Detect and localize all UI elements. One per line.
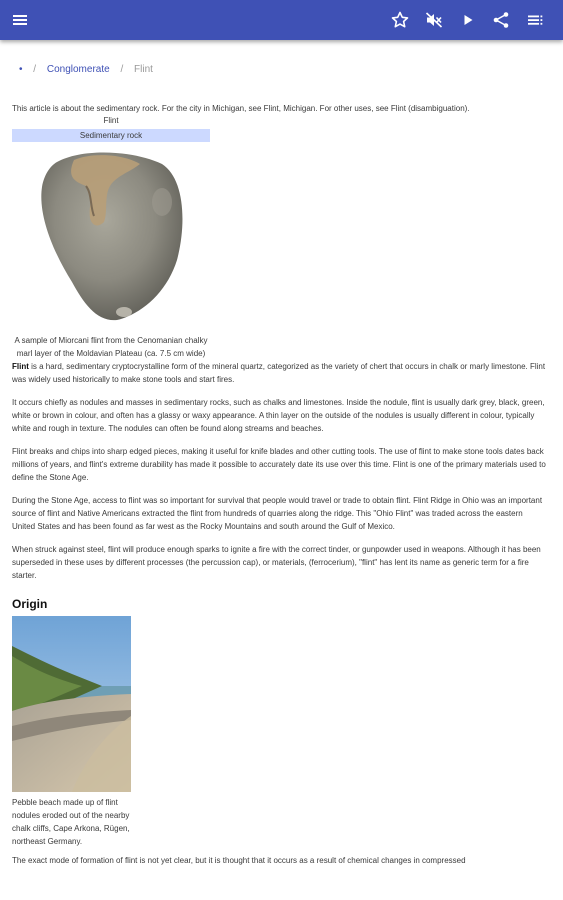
flint-rock-image: [12, 142, 210, 332]
star-icon[interactable]: [390, 10, 410, 30]
app-bar: [0, 0, 563, 40]
breadcrumb: [19, 64, 161, 75]
breadcrumb-conglomerate[interactable]: Conglomerate: [46, 64, 110, 75]
pebble-beach-image[interactable]: [12, 616, 131, 792]
breadcrumb-separator: /: [120, 64, 124, 75]
breadcrumb-separator: /: [33, 64, 37, 75]
infobox-caption: A sample of Miorcani flint from the Cenomanian chalky marl layer of the Moldavian Plateau (ca. 7.5 cm wide): [14, 336, 208, 358]
menu-icon[interactable]: [10, 10, 30, 30]
paragraph-occurrence: It occurs chiefly as nodules and masses in sedimentary rocks, such as chalks and limestones. Inside the nodule, flint is usually dark grey, black, green, white or brown in colour, and often has a glassy or waxy appearance. A thin layer on the outside of the nodules is usually different in colour, typically white and rough in texture. The nodules can often be found along streams and beaches.: [12, 398, 545, 433]
section-heading-origin: Origin: [12, 597, 48, 611]
mute-icon[interactable]: [424, 10, 444, 30]
paragraph-uses: Flint breaks and chips into sharp edged pieces, making it useful for knife blades and other cutting tools. The use of flint to make stone tools dates back millions of years, and flint's extreme durability has made it possible to accurately date its use over this time. Flint is one of the primary materials used to define the Stone Age.: [12, 447, 546, 482]
toc-icon[interactable]: [525, 10, 545, 30]
breadcrumb-home[interactable]: •: [19, 64, 23, 75]
infobox-title: Flint: [103, 116, 119, 125]
hatnote: This article is about the sedimentary rock. For the city in Michigan, see Flint, Michigan. For other uses, see Flint (disambiguation).: [12, 104, 470, 113]
share-icon[interactable]: [491, 10, 511, 30]
paragraph-fire: When struck against steel, flint will produce enough sparks to ignite a fire with the correct tinder, or gunpowder used in weapons. Although it has been superseded in these uses by different processes (the percussion cap), or materials, (ferrocerium), "flint" has lent its name as generic term for a fire starter.: [12, 545, 541, 580]
paragraph-intro-text: is a hard, sedimentary cryptocrystalline form of the mineral quartz, categorized as the variety of chert that occurs in chalk or marly limestone. Flint was widely used historically to make stone tools and start fires.: [12, 362, 546, 384]
paragraph-origin: The exact mode of formation of flint is not yet clear, but it is thought that it occurs as a result of chemical changes in compressed: [12, 856, 466, 865]
infobox-subtitle: Sedimentary rock: [12, 129, 210, 142]
play-icon[interactable]: [458, 10, 478, 30]
infobox: [12, 115, 210, 360]
article-content: [12, 102, 548, 877]
origin-image-caption: Pebble beach made up of flint nodules eroded out of the nearby chalk cliffs, Cape Arkona, Rügen, northeast Germany.: [12, 798, 130, 846]
paragraph-intro: [12, 360, 548, 386]
paragraph-stone-age: During the Stone Age, access to flint was so important for survival that people would travel or trade to obtain flint. Flint Ridge in Ohio was an important source of flint and Native Americans extracted the flint from hundreds of quarries along the ridge. This "Ohio Flint" was traded across the eastern United States and has been found as far west as the Rocky Mountains and south around the Gulf of Mexico.: [12, 496, 543, 531]
term-flint: Flint: [12, 362, 29, 371]
flint-image[interactable]: [12, 142, 210, 332]
breadcrumb-current: Flint: [134, 64, 153, 75]
